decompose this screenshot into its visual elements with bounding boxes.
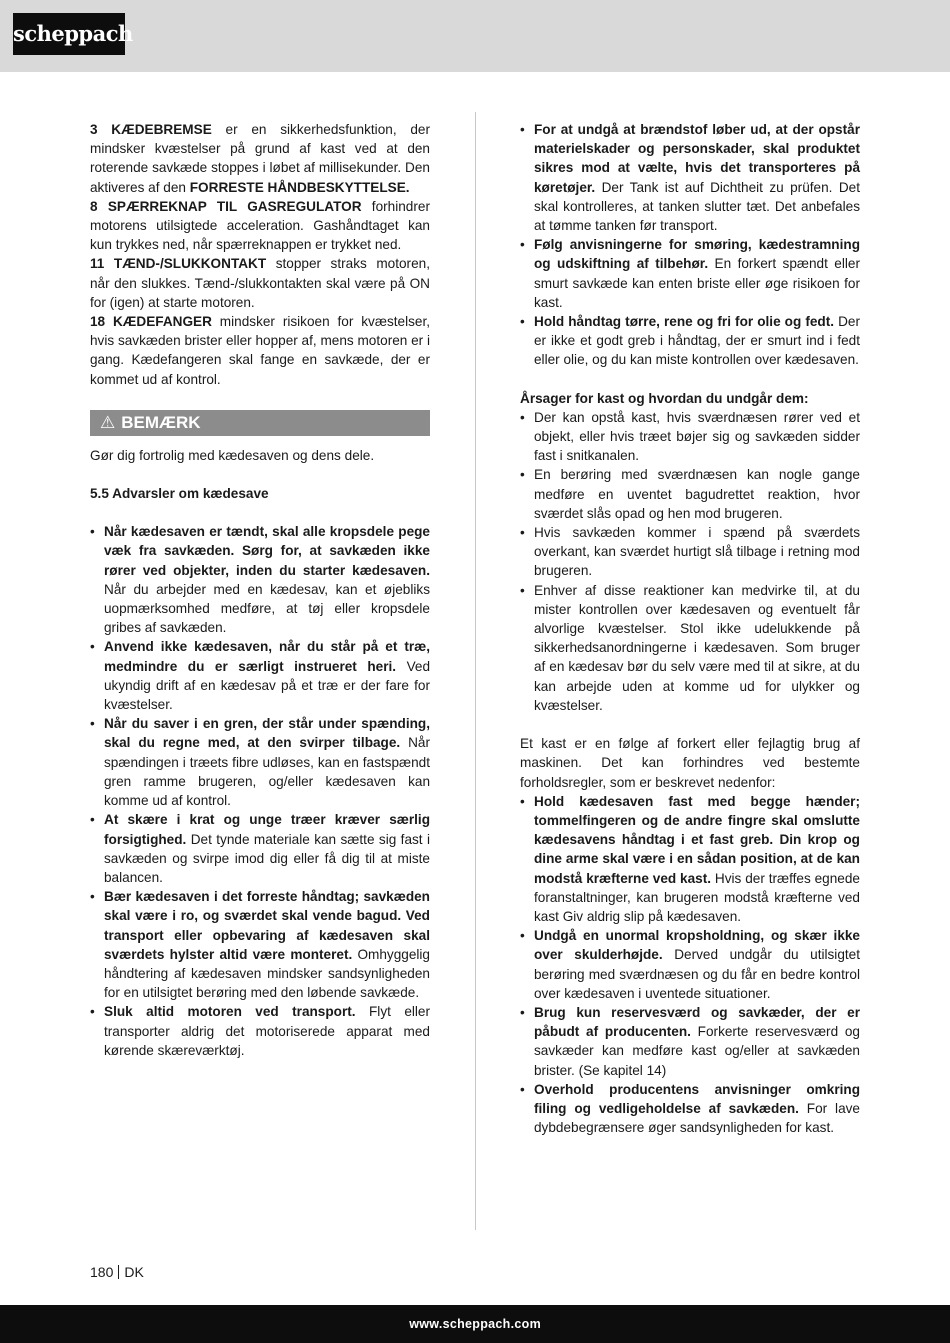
list-item: • Når kædesaven er tændt, skal alle kropsdele pege væk fra savkæden. Sørg for, at savkæden ikke rører ved objekter, inden du starter kædesaven. Når du arbejder med en kædesav, kan et øjebliks uopmærksomhed medføre, at tøj eller kropsdele gribes af savkæden. xyxy=(90,522,430,637)
brand-logo: scheppach xyxy=(13,13,125,55)
paragraph-kaedefanger: 18 KÆDEFANGER mindsker risikoen for kvæstelser, hvis savkæden brister eller hopper af, mens motoren er i gang. Kædefangeren skal fange en savkæde, der er kommet ud af kontrol. xyxy=(90,314,431,387)
list-item: • Der kan opstå kast, hvis sværdnæsen rører ved et objekt, eller hvis træet bøjer sig og savkæden sidder fast i snitkanalen. xyxy=(520,408,860,466)
precaution-list xyxy=(520,792,860,1138)
column-divider xyxy=(475,112,476,1230)
list-item: • At skære i krat og unge træer kræver særlig forsigtighed. Det tynde materiale kan sætte sig fast i savkæden og svirpe imod dig eller få dig til at miste balancen. xyxy=(90,810,430,887)
list-item: • En berøring med sværdnæsen kan nogle gange medføre en uventet bagudrettet reaktion, hvor sværdet slås opad og hen mod brugeren. xyxy=(520,465,860,523)
left-column xyxy=(90,120,430,1060)
page-number: 180 DK xyxy=(90,1264,144,1280)
list-item: • For at undgå at brændstof løber ud, at der opstår materielskader og personskader, skal produktet sikres mod at vælte, hvis det transporteres på køretøjer. Der Tank ist auf Dichtheit zu prüfen. Det skal kontrolleres, at tanken slutter tæt. Det anbefales at tømme tanken før transport. xyxy=(520,120,860,235)
paragraph-taend-sluk: 11 TÆND-/SLUKKONTAKT stopper straks motoren, når den slukkes. Tænd-/slukkontakten skal være på ON for (igen) at starte motoren. xyxy=(90,256,430,310)
list-item: • Anvend ikke kædesaven, når du står på et træ, medmindre du er særligt instrueret heri. Ved ukyndig drift af en kædesav på et træ er der fare for kvæstelser. xyxy=(90,637,430,714)
section-heading: 5.5 Advarsler om kædesave xyxy=(90,486,269,502)
transport-list xyxy=(520,120,860,370)
list-item: • Enhver af disse reaktioner kan medvirke til, at du mister kontrollen over kædesaven og eventuelt får alvorlige kvæstelser. Stol ikke udelukkende på sikkerhedsanordningerne i kædesaven. Som bruger af en kædesav bør du selv være med til at sikre, at du kan arbejde uden at komme ud for ulykker og kvæstelser. xyxy=(520,581,860,715)
website-link[interactable]: www.scheppach.com xyxy=(409,1317,541,1331)
causes-heading: Årsager for kast og hvordan du undgår dem: xyxy=(520,390,809,406)
footer-bar xyxy=(0,1305,950,1343)
warning-list xyxy=(90,522,430,1060)
list-item: • Hold kædesaven fast med begge hænder; tommelfingeren og de andre fingre skal omslutte kædesavens håndtag i et fast greb. Din krop og dine arme skal være i en sådan position, at de kan modstå kræfterne ved kast. Hvis der træffes egnede foranstaltninger, kan brugeren modstå kræfterne ved kast Giv aldrig slip på kædesaven. xyxy=(520,792,860,926)
list-item: • Bær kædesaven i det forreste håndtag; savkæden skal være i ro, og sværdet skal vende bagud. Ved transport eller opbevaring af kædesaven skal sværdets hylster altid være monteret. Omhyggelig håndtering af kædesaven mindsker sandsynligheden for en utilsigtet berøring med den løbende savkæde. xyxy=(90,887,430,1002)
list-item: • Sluk altid motoren ved transport. Flyt eller transporter aldrig det motoriserede apparat med kørende skæreværktøj. xyxy=(90,1002,430,1060)
causes-list xyxy=(520,408,860,715)
right-column xyxy=(520,120,860,1137)
paragraph-spaerreknap: 8 SPÆRREKNAP TIL GASREGULATOR forhindrer motorens utilsigtede acceleration. Gashåndtaget kan kun trykkes ned, når spærreknappen er trykket ned. xyxy=(90,198,430,253)
list-item: • Overhold producentens anvisninger omkring filing og vedligeholdelse af savkæden. For lave dybdebegrænsere øger sandsynligheden for kast. xyxy=(520,1080,860,1138)
list-item: • Brug kun reservesværd og savkæder, der er påbudt af producenten. Forkerte reservesværd og savkæder kan medføre kast og/eller at savkæden brister. (Se kapitel 14) xyxy=(520,1003,860,1080)
list-item: • Følg anvisningerne for smøring, kædestramning og udskiftning af tilbehør. En forkert spændt eller smurt savkæde kan enten briste eller øge risikoen for kast. xyxy=(520,235,860,312)
list-item: • Hold håndtag tørre, rene og fri for olie og fedt. Der er ikke et godt greb i håndtag, der er smurt ind i fedt eller olie, og du kan miste kontrollen over kædesaven. xyxy=(520,312,860,370)
list-item: • Undgå en unormal kropsholdning, og skær ikke over skulderhøjde. Derved undgår du utilsigtet berøring med sværdnæsen og du får en bedre kontrol over kædesaven i uventede situationer. xyxy=(520,926,860,1003)
warning-icon: ⚠ xyxy=(100,412,116,432)
kickback-intro: Et kast er en følge af forkert eller fejlagtig brug af maskinen. Det kan forhindres ved bestemte forholdsregler, som er beskrevet nedenfor: xyxy=(520,736,860,790)
list-item: • Hvis savkæden kommer i spænd på sværdets overkant, kan sværdet hurtigt slå tilbage i retning mod brugeren. xyxy=(520,523,860,581)
note-title: BEMÆRK xyxy=(121,412,201,432)
page-header xyxy=(0,0,950,72)
paragraph-kaedebremse: 3 KÆDEBREMSE er en sikkerhedsfunktion, der mindsker kvæstelser på grund af kast ved at den roterende savkæde stoppes i løbet af millisekunder. Den aktiveres af den FORRESTE HÅNDBESKYTTELSE. xyxy=(90,122,430,195)
list-item: • Når du saver i en gren, der står under spænding, skal du regne med, at den svirper tilbage. Når spændingen i træets fibre udløses, kan en fastspændt gren ramme brugeren, og/eller kædesaven kan komme ud af kontrol. xyxy=(90,714,430,810)
note-banner xyxy=(90,410,430,436)
note-text: Gør dig fortrolig med kædesaven og dens dele. xyxy=(90,447,375,463)
